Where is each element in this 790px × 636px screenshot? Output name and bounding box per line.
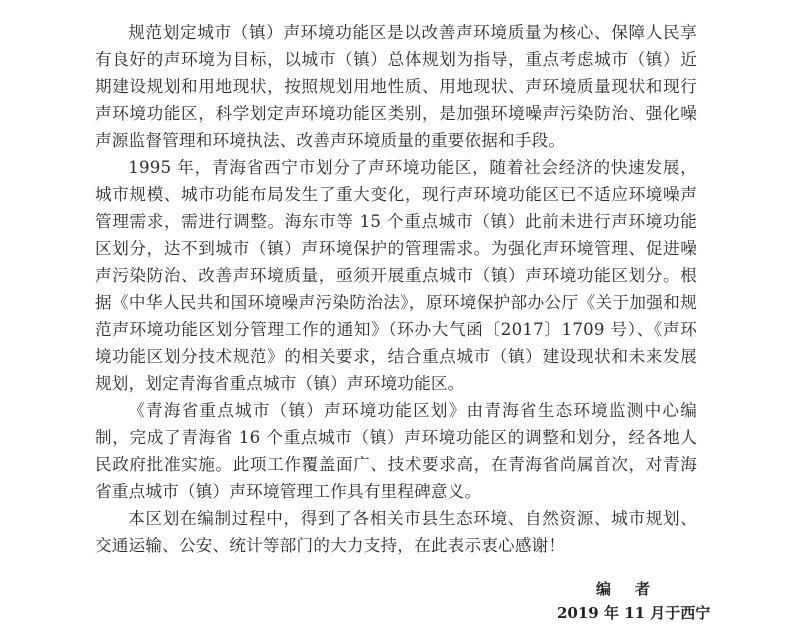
- preface-body: [95, 19, 697, 559]
- paragraph: 规范划定城市（镇）声环境功能区是以改善声环境质量为核心、保障人民享有良好的声环境为目标，以城市（镇）总体规划为指导，重点考虑城市（镇）近期建设规划和用地现状，按照规划用地性质、用地现状、声环境质量现状和现行声环境功能区，科学划定声环境功能区类别，是加强环境噪声污染防治、强化噪声源监督管理和环境执法、改善声环境质量的重要依据和手段。: [95, 23, 697, 150]
- paragraph: 1995 年，青海省西宁市划分了声环境功能区，随着社会经济的快速发展，城市规模、城市功能布局发生了重大变化，现行声环境功能区已不适应环境噪声管理需求，需进行调整。海东市等 15 个重点城市（镇）此前未进行声环境功能区划分，达不到城市（镇）声环境保护的管理需求。为强化声环境管理、促进噪声污染防治、改善声环境质量，亟须开展重点城市（镇）声环境功能区划分。根据《中华人民共和国环境噪声污染防治法》，原环境保护部办公厅《关于加强和规范声环境功能区划分管理工作的通知》（环办大气函〔2017〕1709 号）、《声环境功能区划分技术规范》的相关要求，结合重点城市（镇）建设现状和未来发展规划，划定青海省重点城市（镇）声环境功能区。: [95, 158, 697, 393]
- paragraph: 《青海省重点城市（镇）声环境功能区划》由青海省生态环境监测中心编制，完成了青海省 16 个重点城市（镇）声环境功能区的调整和划分，经各地人民政府批准实施。此项工作覆盖面广、技术要求高，在青海省尚属首次，对青海省重点城市（镇）声环境管理工作具有里程碑意义。: [95, 401, 697, 501]
- paragraph: 本区划在编制过程中，得到了各相关市县生态环境、自然资源、城市规划、交通运输、公安、统计等部门的大力支持，在此表示衷心感谢！: [95, 509, 697, 555]
- signature-editor: 编者: [596, 580, 675, 598]
- signature-date: 2019 年 11 月于西宁: [557, 604, 711, 622]
